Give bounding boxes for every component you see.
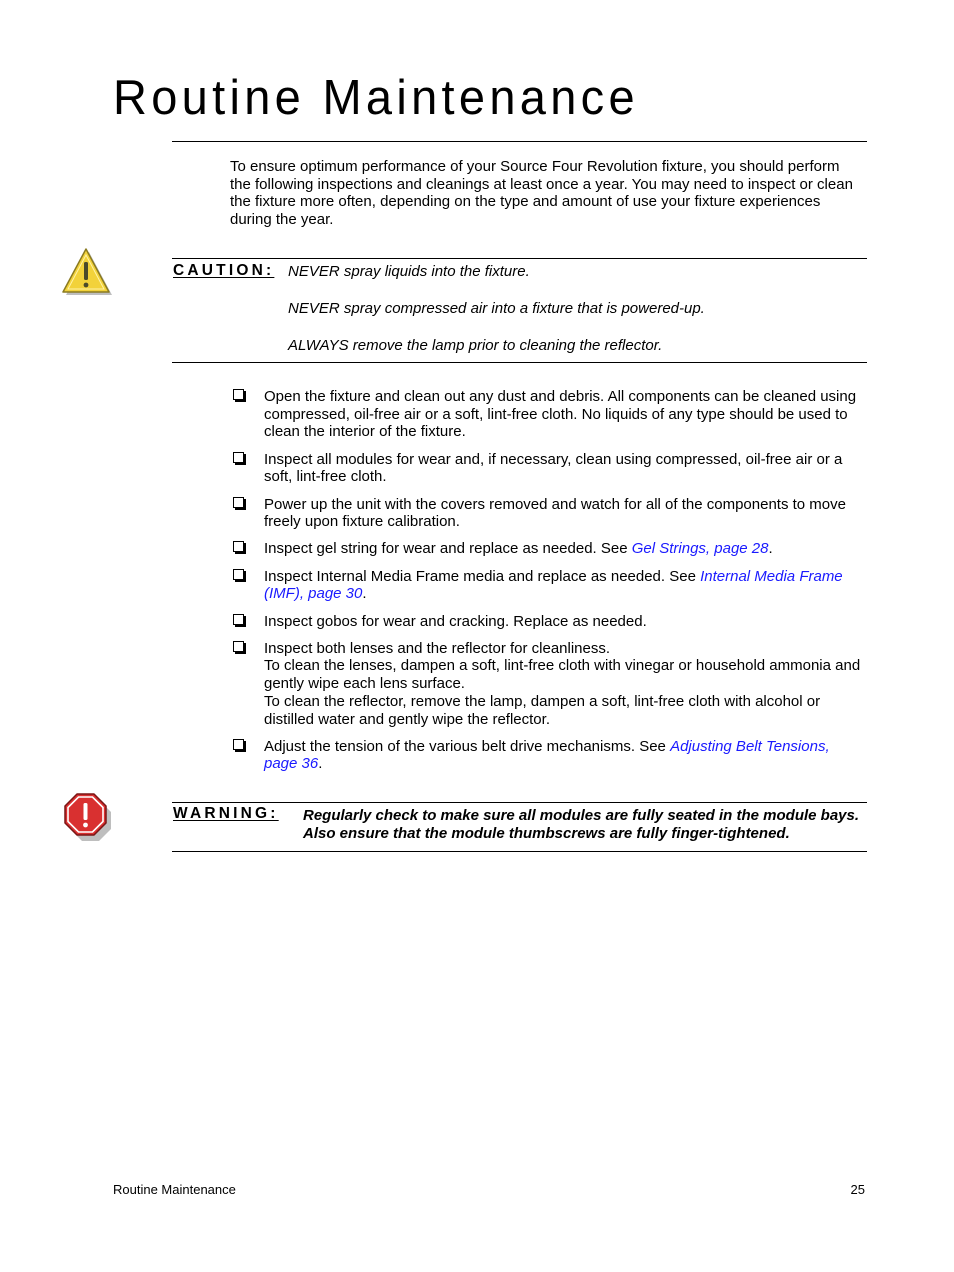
checklist-item <box>230 451 867 486</box>
caution-bottom-rule <box>172 362 867 363</box>
checkbox-icon <box>233 497 244 508</box>
checklist-item <box>230 496 867 531</box>
checklist-item <box>230 540 867 558</box>
footer-page-number: 25 <box>850 1182 865 1197</box>
checklist-item-text: Inspect Internal Media Frame media and replace as needed. See <box>264 567 701 585</box>
checklist-item-text: Inspect gobos for wear and cracking. Replace as needed. <box>264 612 647 630</box>
warning-top-rule <box>172 802 867 803</box>
caution-top-rule <box>172 258 867 259</box>
caution-line: NEVER spray compressed air into a fixture that is powered-up. <box>288 300 705 317</box>
checklist-item <box>230 738 867 773</box>
checklist-item-suffix: . <box>768 540 773 558</box>
intro-paragraph: To ensure optimum performance of your Source Four Revolution fixture, you should perform the following inspections and cleanings at least once a year. You may need to inspect or clean the fixture more often, depending on the type and amount of use your fixture experiences during the year. <box>230 158 853 229</box>
page-title: Routine Maintenance <box>113 68 639 125</box>
checklist-item <box>230 613 867 631</box>
gel-strings-link[interactable]: Gel Strings, page 28 <box>631 540 769 558</box>
checklist-item <box>230 388 867 441</box>
checklist-item-text: Inspect both lenses and the reflector for cleanliness. <box>264 639 611 657</box>
checklist-item-text: Adjust the tension of the various belt drive mechanisms. See <box>264 737 671 755</box>
checklist-item-text: Power up the unit with the covers removed and watch for all of the components to move freely upon fixture calibration. <box>264 495 846 531</box>
warning-label: WARNING: <box>173 805 279 822</box>
checklist-item-text: Inspect all modules for wear and, if necessary, clean using compressed, oil-free air or a soft, lint-free cloth. <box>264 450 843 486</box>
adjusting-belt-tensions-link[interactable]: Adjusting Belt Tensions, page 36 <box>264 737 830 773</box>
caution-label: CAUTION: <box>173 262 275 279</box>
internal-media-frame-link[interactable]: Internal Media Frame (IMF), page 30 <box>264 567 843 603</box>
checkbox-icon <box>233 541 244 552</box>
checklist-item <box>230 640 867 729</box>
checklist-item-text: Open the fixture and clean out any dust and debris. All components can be cleaned using compressed, oil-free air or a soft, lint-free cloth. No liquids of any type should be used to clean the interior of the fixture. <box>264 388 857 441</box>
title-rule <box>172 141 867 142</box>
checklist-item-suffix: . <box>318 755 323 773</box>
checklist-item-text: Inspect gel string for wear and replace as needed. See <box>264 540 632 558</box>
warning-text: Regularly check to make sure all modules are fully seated in the module bays. Also ensure that the module thumbscrews are fully finger-tightened. <box>303 807 860 842</box>
checklist-subitem: To clean the reflector, remove the lamp, dampen a soft, lint-free cloth with alcohol or distilled water and gently wipe the reflector. <box>264 692 821 728</box>
caution-line: ALWAYS remove the lamp prior to cleaning the reflector. <box>288 337 663 354</box>
checkbox-icon <box>233 569 244 580</box>
checkbox-icon <box>233 452 244 463</box>
checkbox-icon <box>233 389 244 400</box>
caution-triangle-icon <box>58 246 114 298</box>
caution-line: NEVER spray liquids into the fixture. <box>288 263 530 280</box>
caution-list <box>288 263 705 374</box>
footer-section-title: Routine Maintenance <box>113 1182 236 1197</box>
checkbox-icon <box>233 614 244 625</box>
checkbox-icon <box>233 739 244 750</box>
warning-stop-icon <box>61 792 115 842</box>
warning-bottom-rule <box>172 851 867 852</box>
checklist-item-suffix: . <box>362 585 367 603</box>
checklist-subitem: To clean the lenses, dampen a soft, lint-free cloth with vinegar or household ammonia and gently wipe each lens surface. <box>264 657 861 693</box>
checkbox-icon <box>233 641 244 652</box>
checklist-item <box>230 568 867 603</box>
maintenance-checklist <box>230 388 867 783</box>
